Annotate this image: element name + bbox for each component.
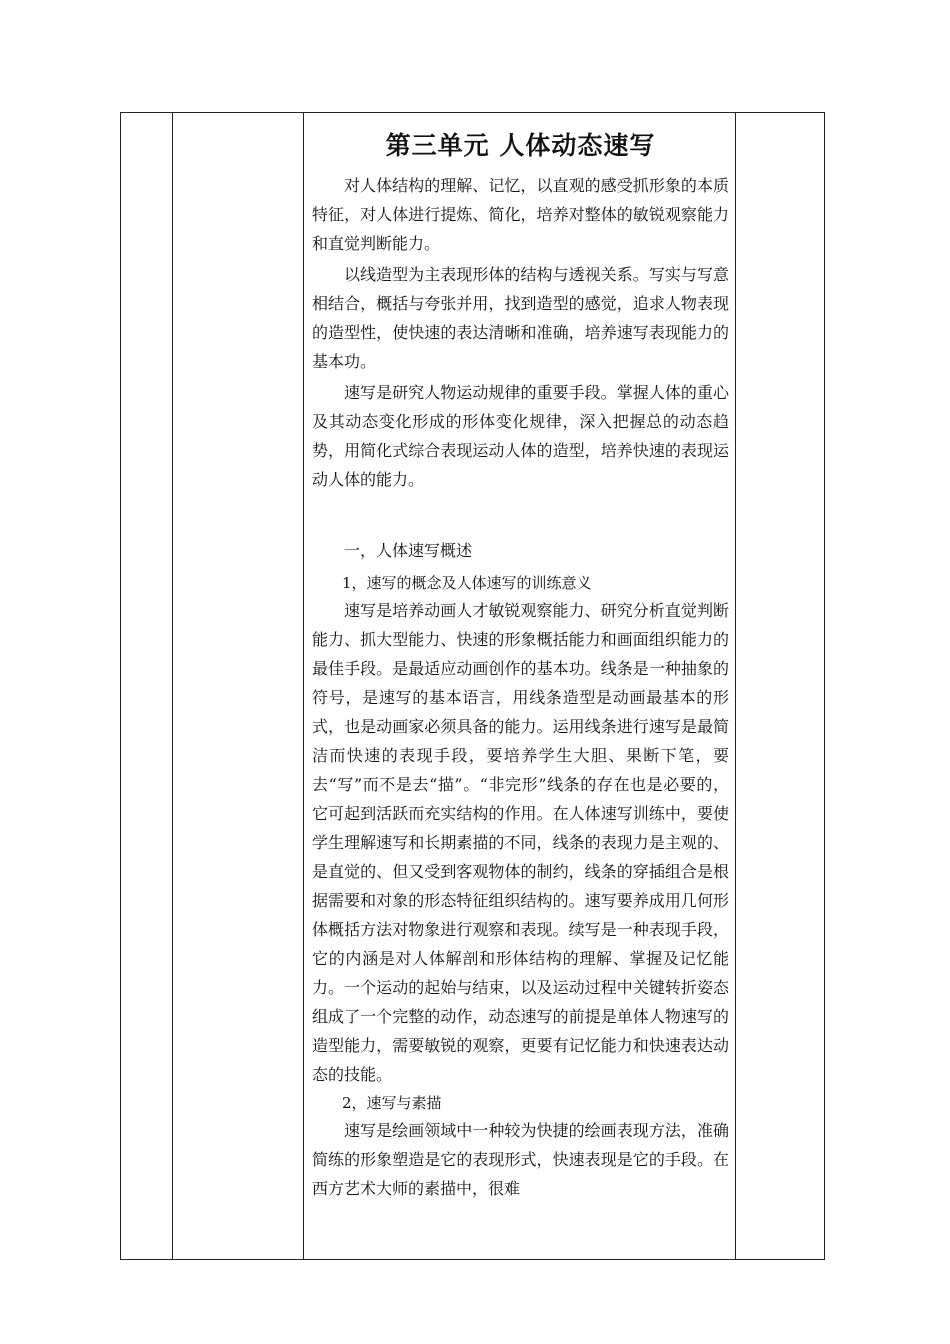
table-cell-content [304,113,736,1260]
intro-paragraph-1: 对人体结构的理解、记忆，以直观的感受抓形象的本质特征，对人体进行提炼、简化，培养对整体的敏锐观察能力和直觉判断能力。 [312,176,729,253]
subsection-2-body: 速写是绘画领域中一种较为快捷的绘画表现方法，准确简练的形象塑造是它的表现形式，快速表现是它的手段。在西方艺术大师的素描中，很难 [312,1121,729,1198]
subsection-1-heading: 1，速写的概念及人体速写的训练意义 [342,574,592,592]
subsection-1-body: 速写是培养动画人才敏锐观察能力、研究分析直觉判断能力、抓大型能力、快速的形象概括能力和画面组织能力的最佳手段。是最适应动画创作的基本功。线条是一种抽象的符号，是速写的基本语言，用线条造型是动画最基本的形式，也是动画家必须具备的能力。运用线条进行速写是最简洁而快速的表现手段，要培养学生大胆、果断下笔，要去“写”而不是去“描”。“非完形”线条的存在也是必要的，它可起到活跃而充实结构的作用。在人体速写训练中，要使学生理解速写和长期素描的不同，线条的表现力是主观的、是直觉的、但又受到客观物体的制约，线条的穿插组合是根据需要和对象的形态特征组织结构的。速写要养成用几何形体概括方法对物象进行观察和表现。续写是一种表现手段，它的内涵是对人体解剖和形体结构的理解、掌握及记忆能力。一个运动的起始与结束，以及运动过程中关键转折姿态组成了一个完整的动作，动态速写的前提是单体人物速写的造型能力，需要敏锐的观察，更要有记忆能力和快速表达动态的技能。 [312,601,729,1084]
table-cell-blank-1 [121,113,173,1260]
table-cell-blank-2 [173,113,304,1260]
section-heading: 一，人体速写概述 [344,541,473,560]
unit-title: 第三单元 人体动态速写 [385,131,656,160]
lesson-plan-table [120,112,825,1260]
intro-paragraph-2: 以线造型为主表现形体的结构与透视关系。写实与写意相结合，概括与夸张并用，找到造型的感觉，追求人物表现的造型性，使快速的表达清晰和准确，培养速写表现能力的基本功。 [312,265,729,371]
intro-paragraph-3: 速写是研究人物运动规律的重要手段。掌握人体的重心及其动态变化形成的形体变化规律，深入把握总的动态趋势，用简化式综合表现运动人体的造型，培养快速的表现运动人体的能力。 [312,383,729,489]
table-row [121,113,825,1260]
table-cell-blank-3 [736,113,825,1260]
subsection-2-heading: 2，速写与素描 [342,1094,442,1112]
content-area [304,113,735,1259]
